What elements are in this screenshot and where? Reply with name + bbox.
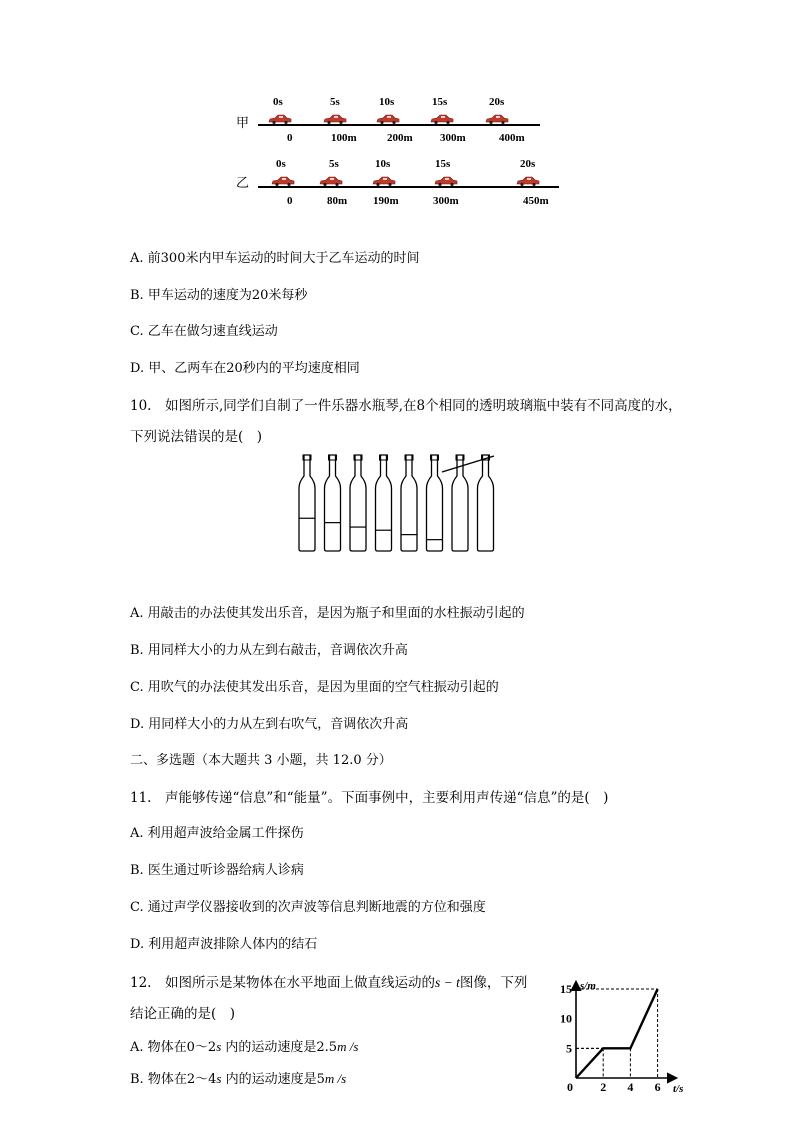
q12-stem-math: s − t — [434, 975, 460, 990]
q12-stem-line1 — [130, 975, 527, 991]
bottle — [427, 455, 443, 551]
q11-option-d: D. 利用超声波排除人体内的结石 — [130, 937, 318, 952]
blowing-stick — [442, 456, 494, 472]
q12-option-b-pre: B. 物体在2～4 — [130, 1072, 217, 1087]
q11-option-b: B. 医生通过听诊器给病人诊病 — [130, 863, 304, 878]
car-icon — [434, 176, 458, 186]
bottle — [325, 455, 341, 551]
time-label: 10s — [379, 96, 395, 108]
bottle — [401, 455, 417, 551]
distance-label: 300m — [440, 132, 466, 144]
series-line — [576, 989, 658, 1078]
road-yi — [258, 186, 559, 188]
x-tick-label: 4 — [627, 1080, 634, 1094]
q12-option-b-var: s — [216, 1071, 222, 1086]
car-icon — [376, 114, 400, 124]
x-tick-label: 0 — [567, 1080, 573, 1094]
q12-option-a-unit: m /s — [337, 1039, 359, 1054]
car-icon — [485, 114, 509, 124]
q12-stem-line2: 结论正确的是( ) — [130, 1006, 236, 1022]
q10-option-a: A. 用敲击的办法使其发出乐音，是因为瓶子和里面的水柱振动引起的 — [130, 606, 525, 621]
q12-option-a-pre: A. 物体在0～2 — [130, 1040, 217, 1055]
y-tick-label: 15 — [560, 982, 572, 997]
car-icon — [319, 176, 343, 186]
distance-label: 0 — [287, 195, 293, 207]
x-tick-label: 6 — [654, 1080, 661, 1094]
q10-stem-line1: 10. 如图所示,同学们自制了一件乐器水瓶琴,在8个相同的透明玻璃瓶中装有不同高度的水， — [130, 398, 682, 414]
y-tick-label: 10 — [560, 1011, 572, 1026]
s-t-graph — [555, 975, 705, 1095]
time-label: 20s — [520, 158, 536, 170]
q12-stem-pre: 12. 如图所示是某物体在水平地面上做直线运动的 — [130, 975, 435, 991]
q12-option-a — [130, 1039, 358, 1056]
q11-option-c: C. 通过声学仪器接收到的次声波等信息判断地震的方位和强度 — [130, 900, 486, 915]
distance-label: 450m — [523, 195, 549, 207]
distance-label: 200m — [387, 132, 413, 144]
car-icon — [323, 114, 347, 124]
q10-stem-line2: 下列说法错误的是( ) — [130, 429, 263, 445]
q9-option-d: D. 甲、乙两车在20秒内的平均速度相同 — [130, 361, 360, 376]
q12-option-a-var: s — [216, 1039, 222, 1054]
bottle — [376, 455, 392, 551]
section-heading: 二、多选题（本大题共 3 小题，共 12.0 分） — [130, 753, 392, 768]
q12-option-a-mid: 内的运动速度是2.5 — [221, 1040, 338, 1055]
time-label: 5s — [330, 96, 340, 108]
car-motion-diagram — [230, 90, 570, 215]
row-label-jia: 甲 — [236, 116, 250, 131]
distance-label: 80m — [327, 195, 348, 207]
q10-option-b: B. 用同样大小的力从左到右敲击，音调依次升高 — [130, 643, 408, 658]
car-icon — [516, 176, 540, 186]
distance-label: 400m — [499, 132, 525, 144]
time-label: 15s — [432, 96, 448, 108]
y-tick-label: 5 — [566, 1041, 572, 1056]
time-label: 10s — [375, 158, 391, 170]
q11-option-a: A. 利用超声波给金属工件探伤 — [130, 826, 304, 841]
bottle — [478, 455, 494, 551]
time-label: 20s — [489, 96, 505, 108]
time-label: 0s — [273, 96, 283, 108]
bottle — [452, 455, 468, 551]
q10-option-d: D. 用同样大小的力从左到右吹气，音调依次升高 — [130, 717, 409, 732]
water-bottles-figure — [290, 452, 510, 556]
x-axis-label: t/s — [673, 1083, 684, 1095]
car-icon — [268, 114, 292, 124]
q9-option-c: C. 乙车在做匀速直线运动 — [130, 324, 278, 339]
q12-option-b — [130, 1071, 346, 1088]
car-icon — [372, 176, 396, 186]
distance-label: 300m — [433, 195, 459, 207]
distance-label: 190m — [373, 195, 399, 207]
car-icon — [271, 176, 295, 186]
x-tick-label: 2 — [600, 1080, 607, 1094]
q9-option-a: A. 前300米内甲车运动的时间大于乙车运动的时间 — [130, 251, 420, 266]
bottle — [350, 455, 366, 551]
q9-option-b: B. 甲车运动的速度为20米每秒 — [130, 288, 308, 303]
row-label-yi: 乙 — [236, 176, 250, 191]
bottle — [299, 455, 315, 551]
q12-option-b-unit: m /s — [324, 1071, 347, 1086]
time-label: 0s — [276, 158, 286, 170]
q10-option-c: C. 用吹气的办法使其发出乐音，是因为里面的空气柱振动引起的 — [130, 680, 499, 695]
q11-stem: 11. 声能够传递“信息”和“能量”。下面事例中，主要利用声传递“信息”的是( ) — [130, 790, 609, 806]
time-label: 5s — [329, 158, 339, 170]
q12-stem-post: 图像，下列 — [459, 975, 528, 991]
q12-option-b-mid: 内的运动速度是5 — [221, 1072, 325, 1087]
time-label: 15s — [435, 158, 451, 170]
y-axis-label: s/m — [580, 980, 596, 992]
car-icon — [430, 114, 454, 124]
road-jia — [258, 124, 540, 126]
distance-label: 100m — [331, 132, 357, 144]
distance-label: 0 — [287, 132, 293, 144]
